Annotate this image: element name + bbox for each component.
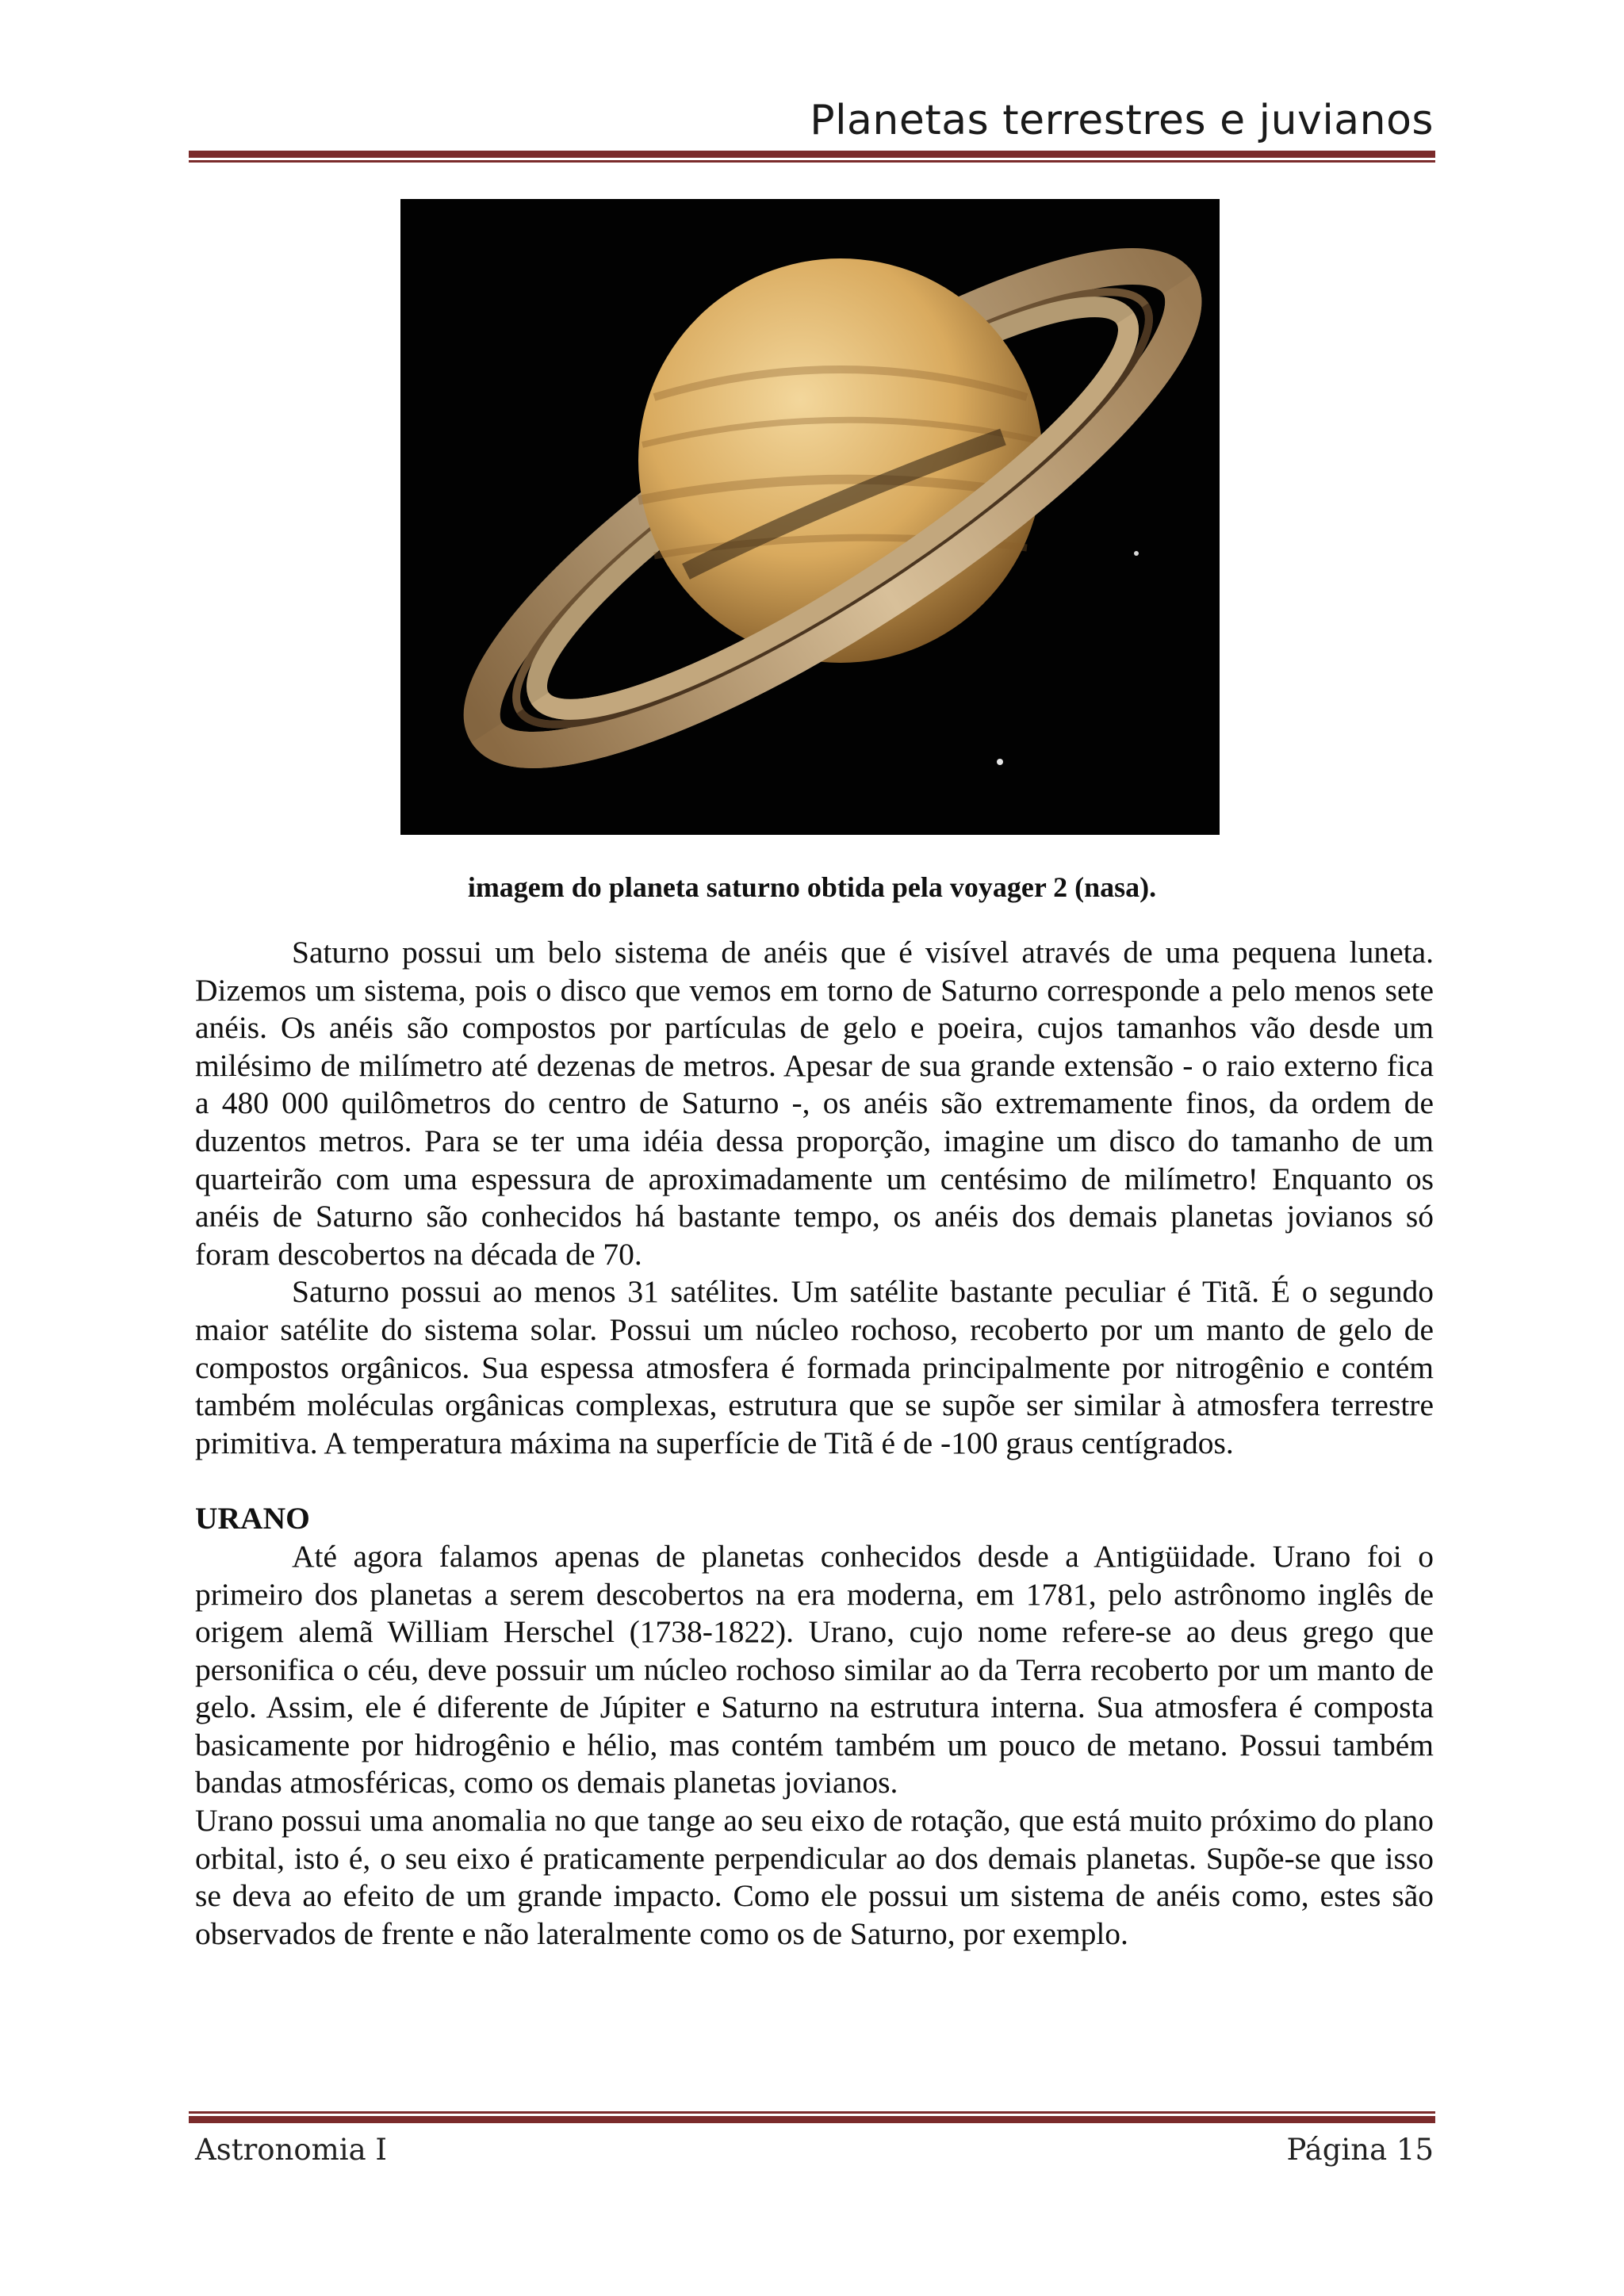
article-body (195, 934, 1434, 1953)
running-header-title: Planetas terrestres e juvianos (810, 97, 1434, 144)
footer-rule (189, 2111, 1435, 2123)
figure-caption: imagem do planeta saturno obtida pela voyager 2 (nasa). (467, 871, 1157, 903)
saturn-photo (400, 199, 1220, 835)
footer-course-title: Astronomia I (195, 2133, 387, 2167)
paragraph: Saturno possui um belo sistema de anéis que é visível através de uma pequena luneta. Dizemos um sistema, pois o disco que vemos em torno de Saturno corresponde a pelo menos sete anéis. Os anéis são compostos por partículas de gelo e poeira, cujos tamanhos vão desde um milésimo de milímetro até dezenas de metros. Apesar de sua grande extensão - o raio externo fica a 480 000 quilômetros do centro de Saturno -, os anéis são extremamente finos, da ordem de duzentos metros. Para se ter uma idéia dessa proporção, imagine um disco do tamanho de um quarteirão com uma espessura de aproximadamente um centésimo de milímetro! Enquanto os anéis de Saturno são conhecidos há bastante tempo, os anéis dos demais planetas jovianos só foram descobertos na década de 70. (195, 935, 1434, 1272)
page-number: Página 15 (1286, 2133, 1434, 2167)
header-rule (189, 151, 1435, 163)
section-heading: URANO (195, 1501, 310, 1536)
paragraph: Urano possui uma anomalia no que tange ao seu eixo de rotação, que está muito próximo do plano orbital, isto é, o seu eixo é praticamente perpendicular ao dos demais planetas. Supõe-se que isso se deva ao efeito de um grande impacto. Como ele possui um sistema de anéis como, estes são observados de frente e não lateralmente como os de Saturno, por exemplo. (195, 1803, 1434, 1951)
paragraph: Até agora falamos apenas de planetas conhecidos desde a Antigüidade. Urano foi o primeiro dos planetas a serem descobertos na era moderna, em 1781, pelo astrônomo inglês de origem alemã William Herschel (1738-1822). Urano, cujo nome refere-se ao deus grego que personifica o céu, deve possuir um núcleo rochoso similar ao da Terra recoberto por um manto de gelo. Assim, ele é diferente de Júpiter e Saturno na estrutura interna. Sua atmosfera é composta basicamente por hidrogênio e hélio, mas contém também um pouco de metano. Possui também bandas atmosféricas, como os demais planetas jovianos. (195, 1538, 1434, 1800)
paragraph: Saturno possui ao menos 31 satélites. Um satélite bastante peculiar é Titã. É o segundo maior satélite do sistema solar. Possui um núcleo rochoso, recoberto por um manto de gelo de compostos orgânicos. Sua espessa atmosfera é formada principalmente por nitrogênio e contém também moléculas orgânicas complexas, estrutura que se supõe ser similar à atmosfera terrestre primitiva. A temperatura máxima na superfície de Titã é de -100 graus centígrados. (195, 1274, 1434, 1460)
